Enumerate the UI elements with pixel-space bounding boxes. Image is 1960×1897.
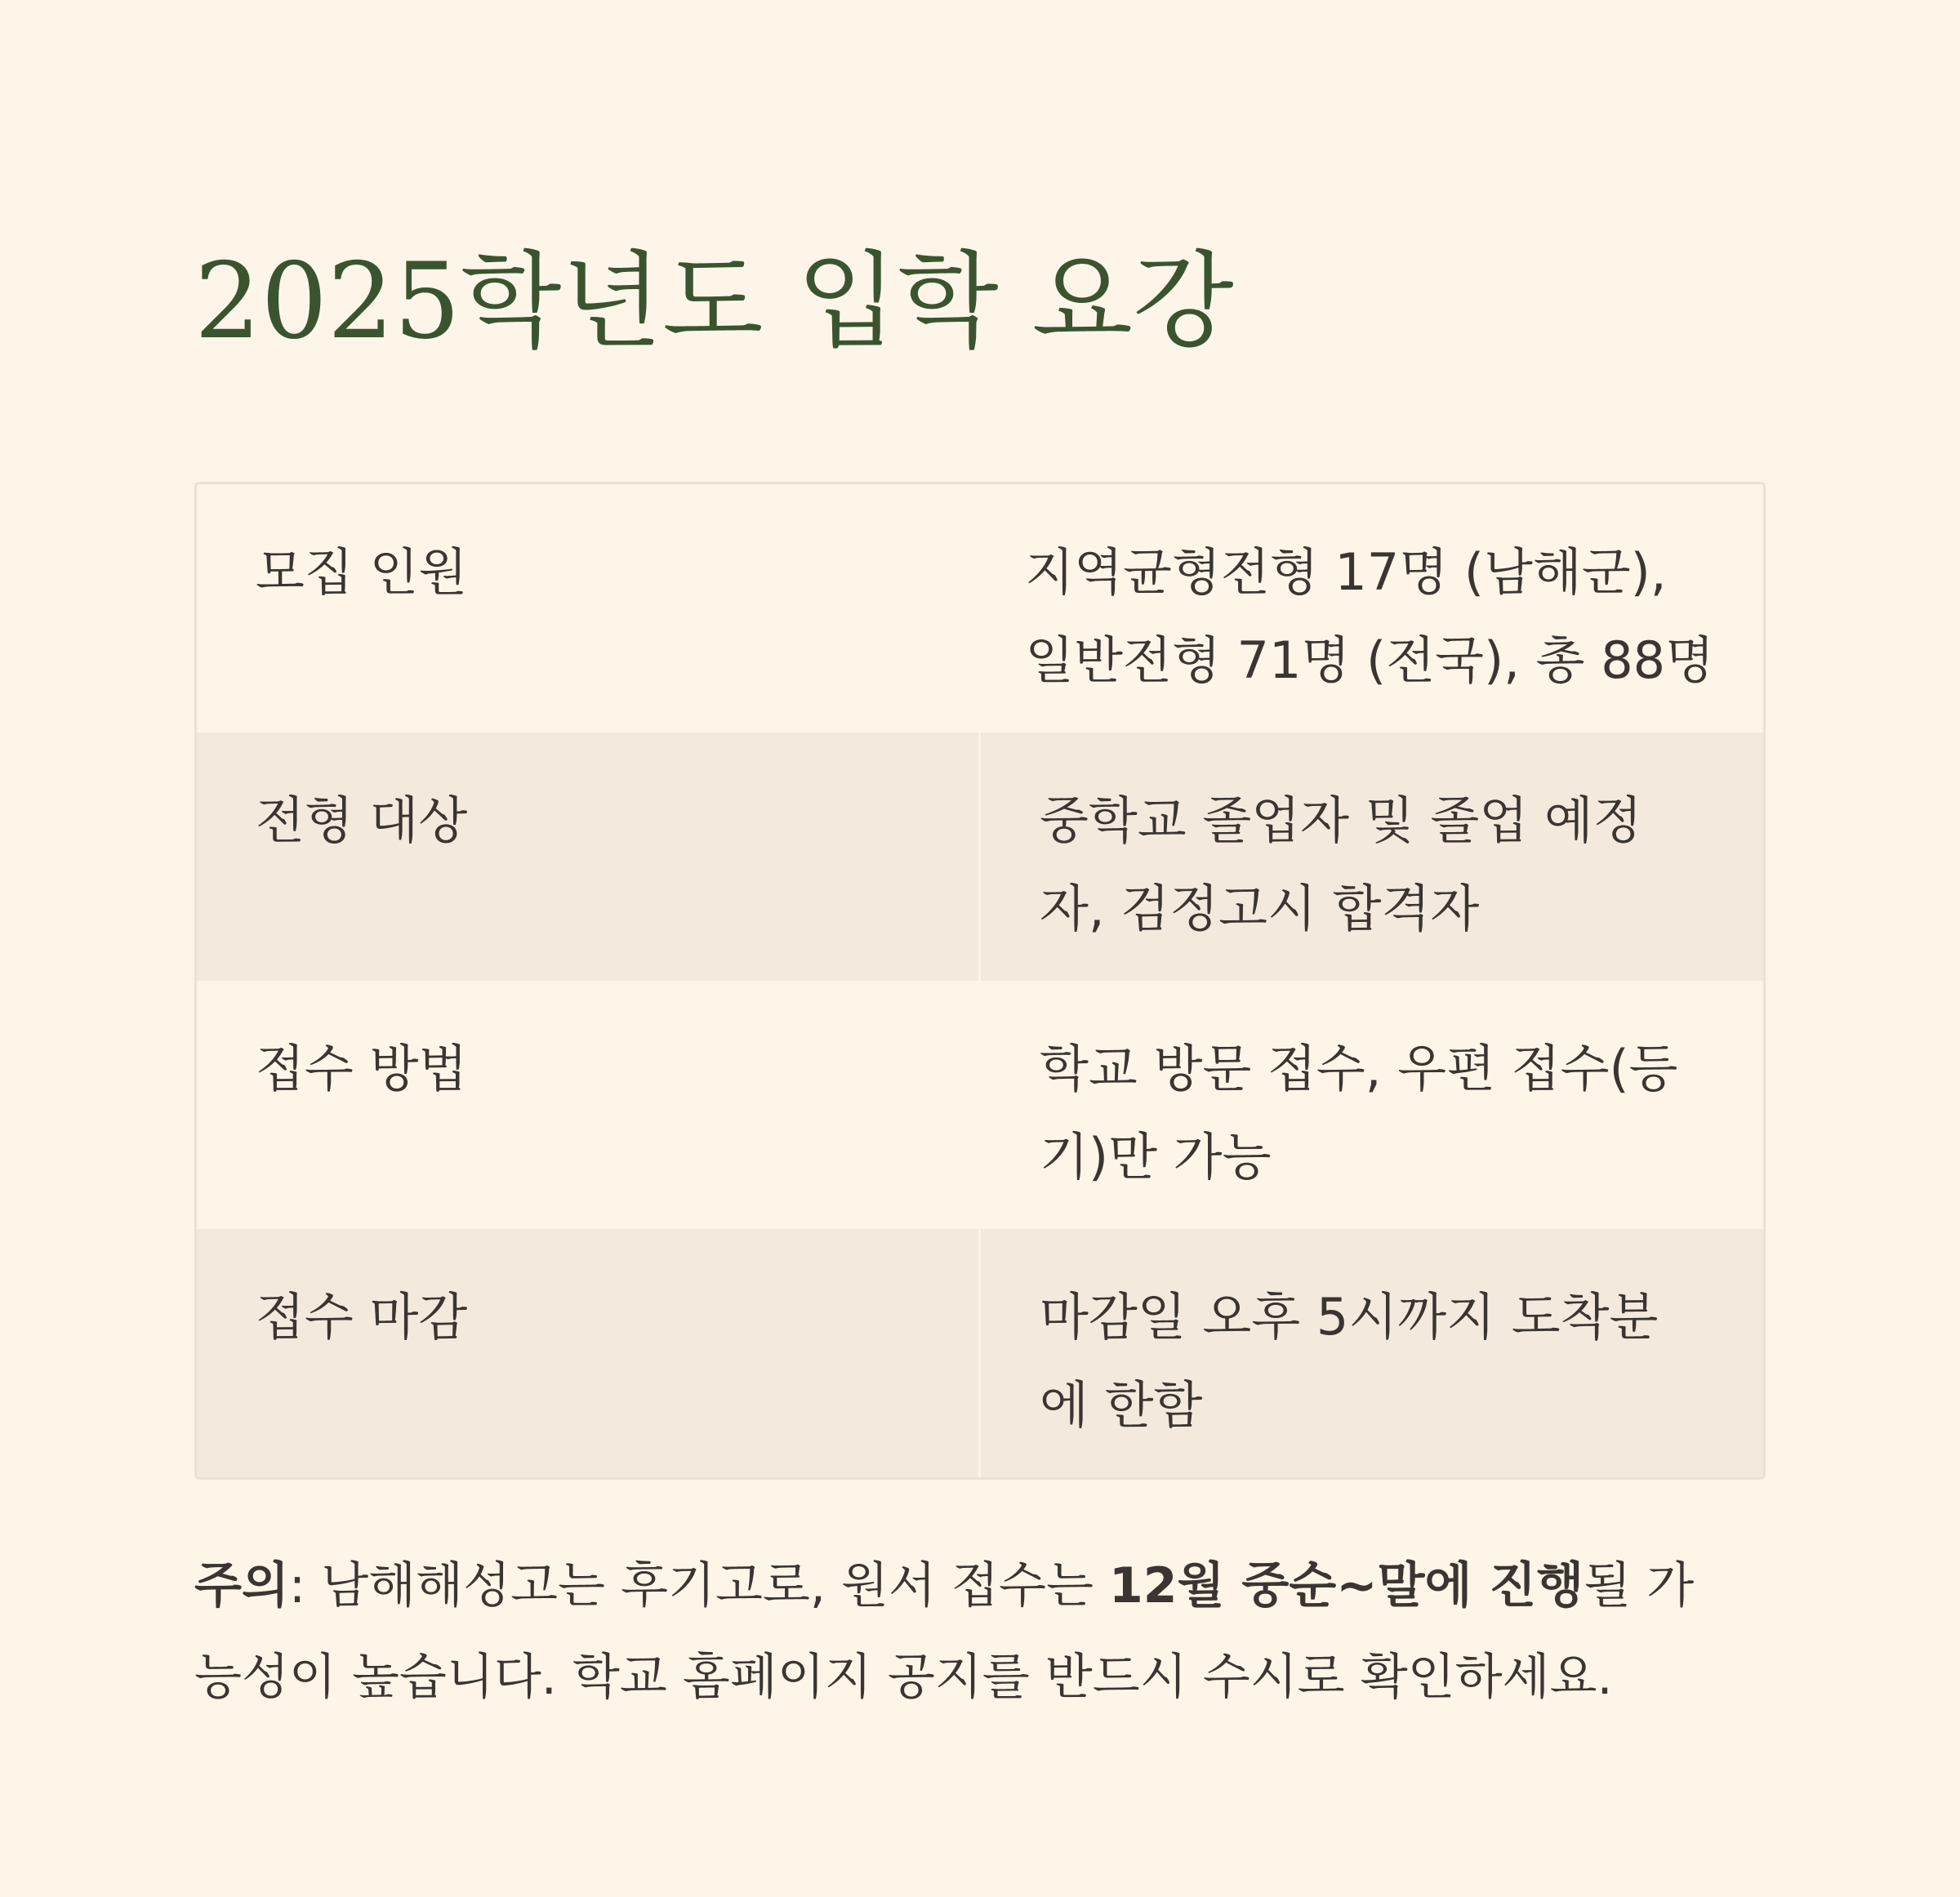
- row-label: 전형 대상: [197, 733, 981, 981]
- row-value-line: 자, 검정고시 합격자: [1040, 879, 1480, 938]
- row-value-line: 중학교 졸업자 및 졸업 예정: [1040, 790, 1642, 850]
- row-value-line: 지역균형전형 17명 (남해군),: [1025, 542, 1667, 602]
- notice-paragraph: [194, 1540, 1766, 1723]
- page-title: 2025학년도 입학 요강: [194, 241, 1234, 363]
- notice-separator: :: [288, 1557, 322, 1614]
- table-row-recruitment: [197, 484, 1763, 733]
- notice-label: 주의: [194, 1557, 289, 1614]
- row-label: 모집 인원: [197, 484, 966, 733]
- row-value-line: 에 한함: [1040, 1375, 1203, 1435]
- row-value: [981, 981, 1763, 1229]
- notice-line: 능성이 높습니다. 학교 홈페이지 공지를 반드시 수시로 확인하세요.: [194, 1649, 1613, 1706]
- row-value-line: 기)만 가능: [1040, 1127, 1272, 1187]
- table-row-application-method: [197, 981, 1763, 1229]
- admission-info-table: [194, 482, 1766, 1480]
- notice-text: 될 가: [1584, 1557, 1695, 1614]
- row-value: [981, 1229, 1763, 1477]
- row-label: 접수 방법: [197, 981, 981, 1229]
- row-value: [981, 733, 1763, 981]
- row-label: 접수 마감: [197, 1229, 981, 1477]
- table-row-eligibility: [197, 733, 1763, 981]
- row-value-line: 학교 방문 접수, 우편 접수(등: [1040, 1039, 1678, 1098]
- table-row-deadline: [197, 1229, 1763, 1477]
- notice-emphasis: 12월 중순~말에 진행: [1108, 1557, 1584, 1614]
- notice-text: 남해해성고는 후기고로, 원서 접수는: [321, 1557, 1109, 1614]
- row-value: [966, 484, 1763, 733]
- notice-line: [194, 1540, 1766, 1632]
- row-value-line: 마감일 오후 5시까지 도착분: [1040, 1287, 1659, 1347]
- row-value-line: 일반전형 71명 (전국), 총 88명: [1025, 630, 1714, 690]
